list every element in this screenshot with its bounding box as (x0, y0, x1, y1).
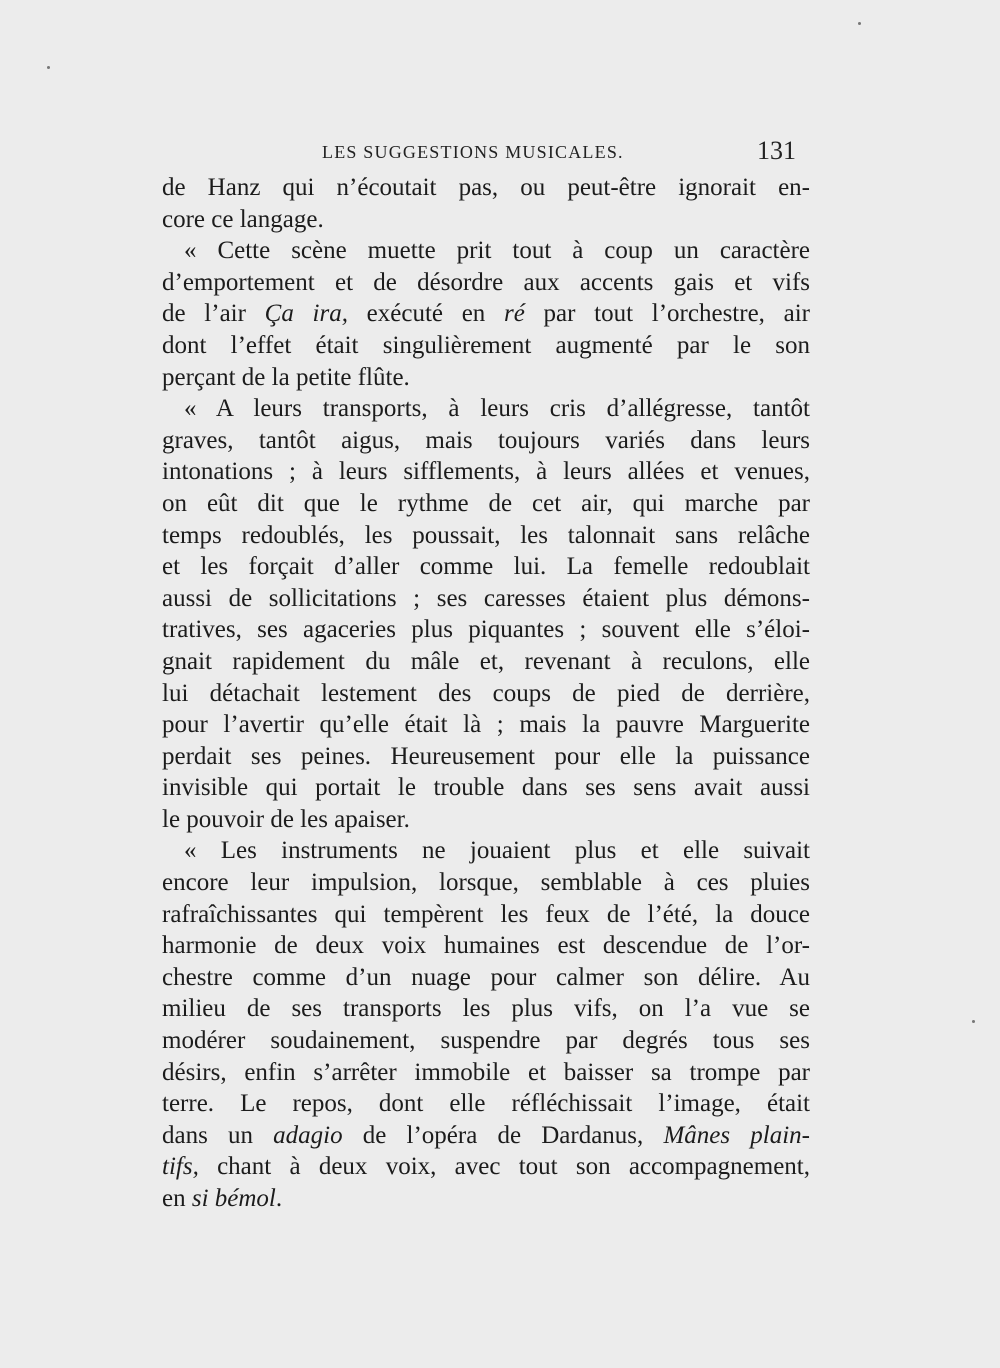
italic-text: Ça ira, (264, 300, 348, 328)
text-line (162, 867, 810, 899)
body-text (162, 172, 810, 1215)
text-run: invisible qui portait le trouble dans ses sens avait aussi (162, 774, 810, 802)
text-line (162, 362, 810, 394)
text-line (162, 930, 810, 962)
paper-speck (47, 66, 50, 69)
text-line (162, 520, 810, 552)
text-run: temps redoublés, les poussait, les talonnait sans relâche (162, 521, 810, 549)
text-run: « Les instruments ne jouaient plus et elle suivait (184, 837, 810, 865)
text-run: le pouvoir de les apaiser. (162, 805, 410, 833)
running-title: LES SUGGESTIONS MUSICALES. (322, 142, 624, 162)
italic-text: tifs, (162, 1153, 199, 1181)
text-line (162, 583, 810, 615)
text-run: de l’air (162, 300, 265, 328)
text-run: gnait rapidement du mâle et, revenant à reculons, elle (162, 647, 810, 675)
text-line (162, 709, 810, 741)
text-line (162, 425, 810, 457)
text-line (162, 267, 810, 299)
text-run: milieu de ses transports les plus vifs, on l’a vue se (162, 995, 810, 1023)
italic-text: adagio (273, 1121, 343, 1149)
page-number: 131 (757, 136, 796, 165)
text-line (162, 1025, 810, 1057)
text-line (162, 772, 810, 804)
text-run: chestre comme d’un nuage pour calmer son délire. Au (162, 963, 810, 991)
text-line (162, 1183, 810, 1215)
text-run: lui détachait lestement des coups de pied de derrière, (162, 679, 810, 707)
text-run: . (275, 1185, 283, 1212)
text-line (162, 551, 810, 583)
text-line (162, 1151, 810, 1183)
running-head (162, 138, 810, 170)
text-line (162, 172, 810, 204)
italic-text: ré (504, 300, 525, 328)
text-run: pour l’avertir qu’elle était là ; mais la pauvre Marguerite (162, 711, 810, 739)
text-line (162, 614, 810, 646)
text-line (162, 962, 810, 994)
text-line (162, 1057, 810, 1089)
paper-speck (972, 1020, 975, 1023)
text-line (162, 993, 810, 1025)
text-line (162, 741, 810, 773)
text-run: exécuté en (347, 300, 505, 328)
text-line (162, 298, 810, 330)
paper-speck (858, 22, 861, 25)
text-line (162, 235, 810, 267)
text-line (162, 835, 810, 867)
text-run: « Cette scène muette prit tout à coup un caractère (184, 237, 810, 265)
text-line (162, 1120, 810, 1152)
text-line (162, 393, 810, 425)
text-run: terre. Le repos, dont elle réfléchissait l’image, était (162, 1090, 810, 1118)
text-line (162, 204, 810, 236)
text-run: modérer soudainement, suspendre par degrés tous ses (162, 1027, 810, 1055)
text-run: on eût dit que le rythme de cet air, qui marche par (162, 489, 810, 517)
text-run: intonations ; à leurs sifflements, à leurs allées et venues, (162, 458, 810, 486)
text-run: de l’opéra de Dardanus, (342, 1121, 664, 1149)
text-run: d’emportement et de désordre aux accents gais et vifs (162, 268, 810, 296)
text-line (162, 899, 810, 931)
text-run: par tout l’orchestre, air (524, 300, 810, 328)
text-run: de Hanz qui n’écoutait pas, ou peut-être ignorait en- (162, 174, 810, 201)
text-run: chant à deux voix, avec tout son accompagnement, (198, 1153, 810, 1181)
text-run: « A leurs transports, à leurs cris d’allégresse, tantôt (184, 395, 810, 423)
text-run: dont l’effet était singulièrement augmenté par le son (162, 331, 810, 359)
text-run: aussi de sollicitations ; ses caresses étaient plus démons- (162, 584, 810, 612)
text-run: encore leur impulsion, lorsque, semblable à ces pluies (162, 869, 810, 897)
text-line (162, 456, 810, 488)
text-run: perçant de la petite flûte. (162, 363, 410, 391)
text-run: tratives, ses agaceries plus piquantes ; souvent elle s’éloi- (162, 616, 810, 644)
text-line (162, 1088, 810, 1120)
text-run: désirs, enfin s’arrêter immobile et baisser sa trompe par (162, 1058, 810, 1086)
text-run: harmonie de deux voix humaines est descendue de l’or- (162, 932, 810, 960)
text-run: core ce langage. (162, 205, 324, 233)
text-line (162, 488, 810, 520)
text-line (162, 804, 810, 836)
text-line (162, 678, 810, 710)
text-run: rafraîchissantes qui tempèrent les feux de l’été, la douce (162, 900, 810, 928)
text-line (162, 330, 810, 362)
text-run: et les forçait d’aller comme lui. La femelle redoublait (162, 553, 810, 581)
text-line (162, 646, 810, 678)
italic-text: Mânes plain- (663, 1121, 810, 1149)
text-run: perdait ses peines. Heureusement pour elle la puissance (162, 742, 810, 770)
text-run: en (162, 1185, 192, 1212)
text-run: dans un (162, 1121, 274, 1149)
text-run: graves, tantôt aigus, mais toujours variés dans leurs (162, 426, 810, 454)
italic-text: si bémol (191, 1185, 276, 1212)
